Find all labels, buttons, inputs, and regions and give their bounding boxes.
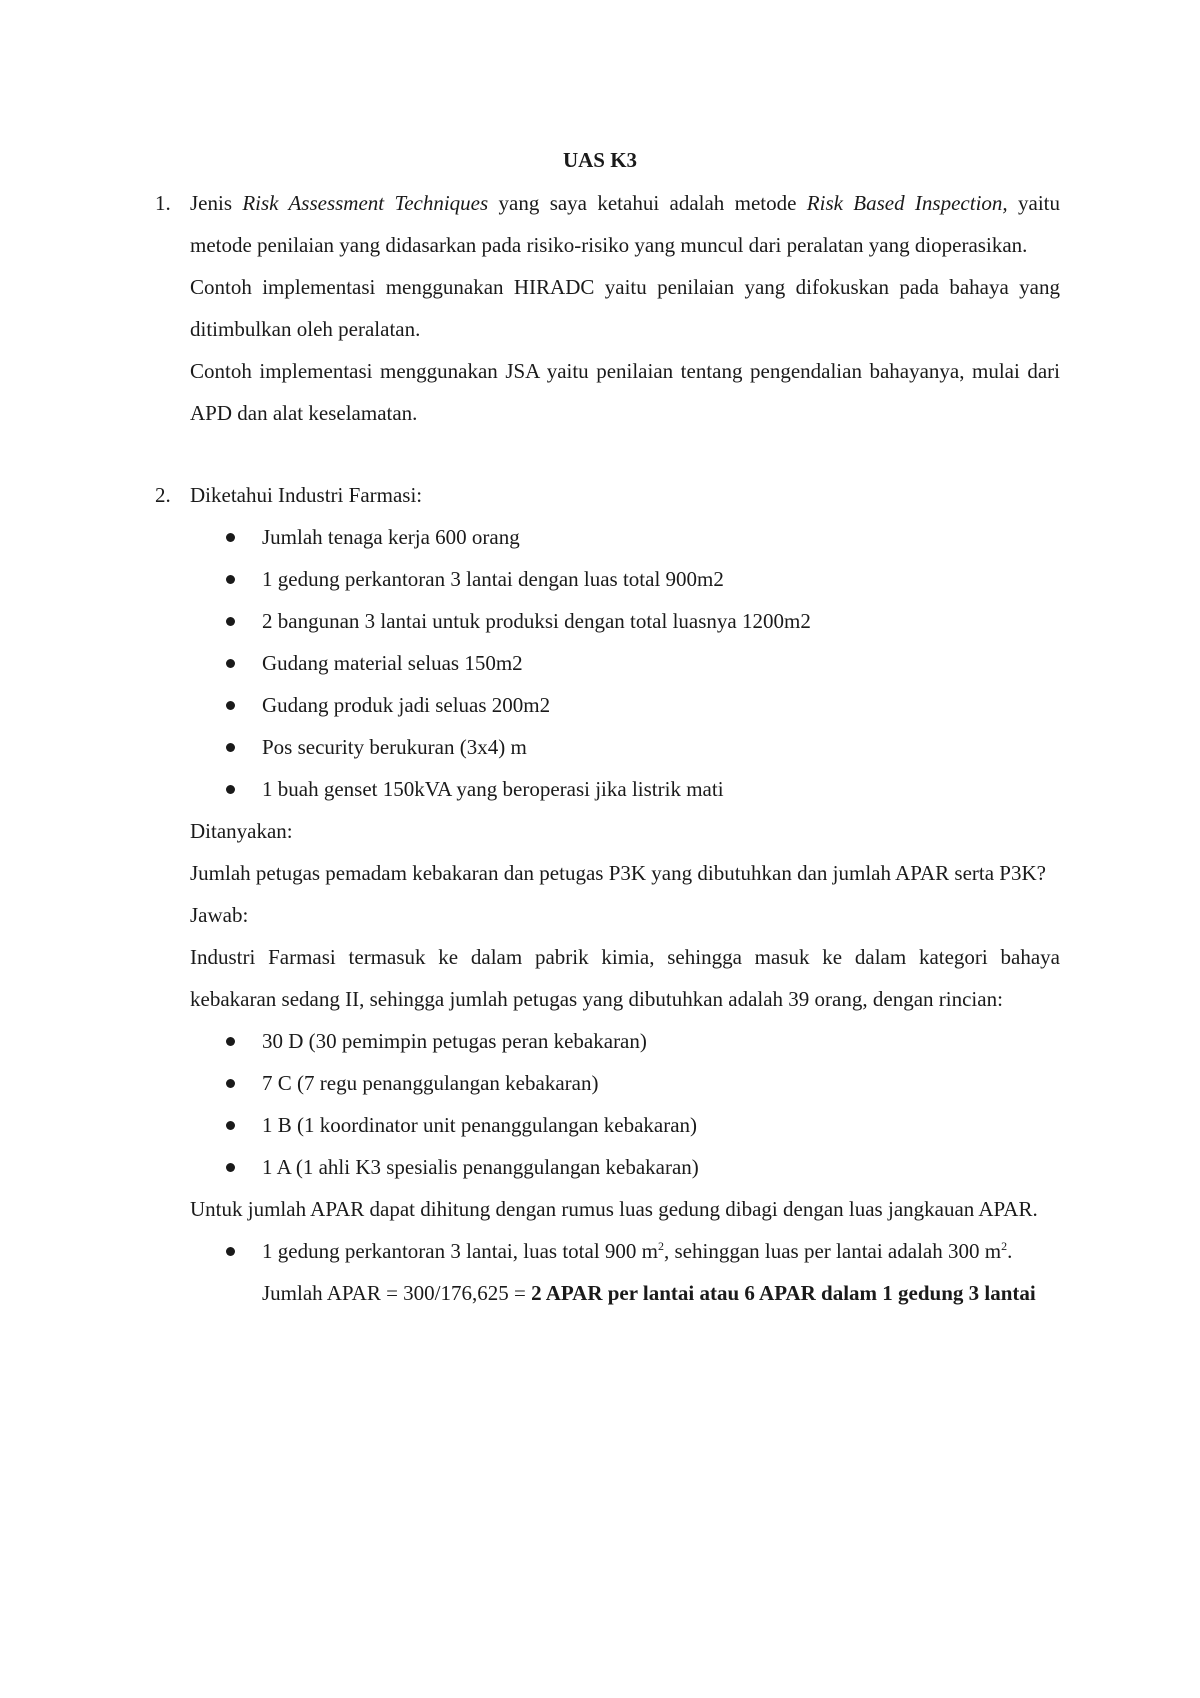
question-2-number: 2. — [155, 483, 171, 507]
apar-calc-result: 2 APAR per lantai atau 6 APAR dalam 1 gedung 3 lantai — [531, 1281, 1036, 1305]
text-run: 1 gedung perkantoran 3 lantai, luas total 900 m — [262, 1239, 658, 1263]
superscript: 2 — [658, 1239, 664, 1253]
question-1-paragraph-2: Contoh implementasi menggunakan HIRADC yaitu penilaian yang difokuskan pada bahaya yang ditimbulkan oleh peralatan. — [190, 275, 1060, 341]
superscript: 2 — [1001, 1239, 1008, 1253]
text-run: . — [1007, 1239, 1013, 1263]
known-list — [190, 516, 1060, 810]
text-run: yang saya ketahui adalah metode — [488, 191, 807, 215]
answer-label: Jawab: — [190, 903, 249, 927]
list-item: 30 D (30 pemimpin petugas peran kebakaran) — [262, 1020, 1060, 1062]
list-item: 1 gedung perkantoran 3 lantai dengan luas total 900m2 — [262, 558, 1060, 600]
text-run: , sehinggan luas per lantai adalah 300 m — [664, 1239, 1002, 1263]
italic-term-risk-based-inspection: Risk Based Inspection, — [806, 191, 1008, 215]
question-1-number: 1. — [155, 191, 171, 215]
question-2 — [155, 474, 1060, 1314]
officers-list — [190, 1020, 1060, 1188]
text-run: yaitu metode penilaian yang didasarkan pada risiko-risiko yang muncul dari peralatan yang dioperasikan. — [190, 191, 1061, 257]
question-1-paragraph-3: Contoh implementasi menggunakan JSA yaitu penilaian tentang pengendalian bahayanya, mulai dari APD dan alat keselamatan. — [190, 359, 1060, 425]
list-item: 1 buah genset 150kVA yang beroperasi jika listrik mati — [262, 768, 1060, 810]
list-item: 2 bangunan 3 lantai untuk produksi dengan total luasnya 1200m2 — [262, 600, 1060, 642]
apar-text: Untuk jumlah APAR dapat dihitung dengan rumus luas gedung dibagi dengan luas jangkauan APAR. — [190, 1197, 1038, 1221]
question-1 — [155, 182, 1061, 434]
list-item: Gudang produk jadi seluas 200m2 — [262, 684, 1060, 726]
apar-list — [190, 1230, 1060, 1314]
apar-calc-prefix: Jumlah APAR = 300/176,625 = — [262, 1281, 532, 1305]
list-item: Pos security berukuran (3x4) m — [262, 726, 1060, 768]
list-item: Gudang material seluas 150m2 — [262, 642, 1060, 684]
question-1-paragraph-1 — [190, 182, 1060, 266]
list-item: 1 A (1 ahli K3 spesialis penanggulangan kebakaran) — [262, 1146, 1060, 1188]
list-item: 1 B (1 koordinator unit penanggulangan kebakaran) — [262, 1104, 1060, 1146]
asked-text: Jumlah petugas pemadam kebakaran dan petugas P3K yang dibutuhkan dan jumlah APAR serta P3K? — [190, 861, 1046, 885]
italic-term-risk-assessment: Risk Assessment Techniques — [242, 191, 489, 215]
list-item: Jumlah tenaga kerja 600 orang — [262, 516, 1060, 558]
document-body — [155, 182, 1061, 1314]
document-title: UAS K3 — [562, 148, 638, 172]
spacer — [190, 434, 1060, 474]
text-run: Jenis — [190, 191, 243, 215]
answer-text: Industri Farmasi termasuk ke dalam pabrik kimia, sehingga masuk ke dalam kategori bahaya kebakaran sedang II, sehingga jumlah petugas yang dibutuhkan adalah 39 orang, dengan rincian: — [190, 945, 1060, 1011]
asked-label: Ditanyakan: — [190, 819, 293, 843]
list-item: 7 C (7 regu penanggulangan kebakaran) — [262, 1062, 1060, 1104]
list-item — [262, 1230, 1060, 1314]
question-2-intro: Diketahui Industri Farmasi: — [190, 483, 423, 507]
